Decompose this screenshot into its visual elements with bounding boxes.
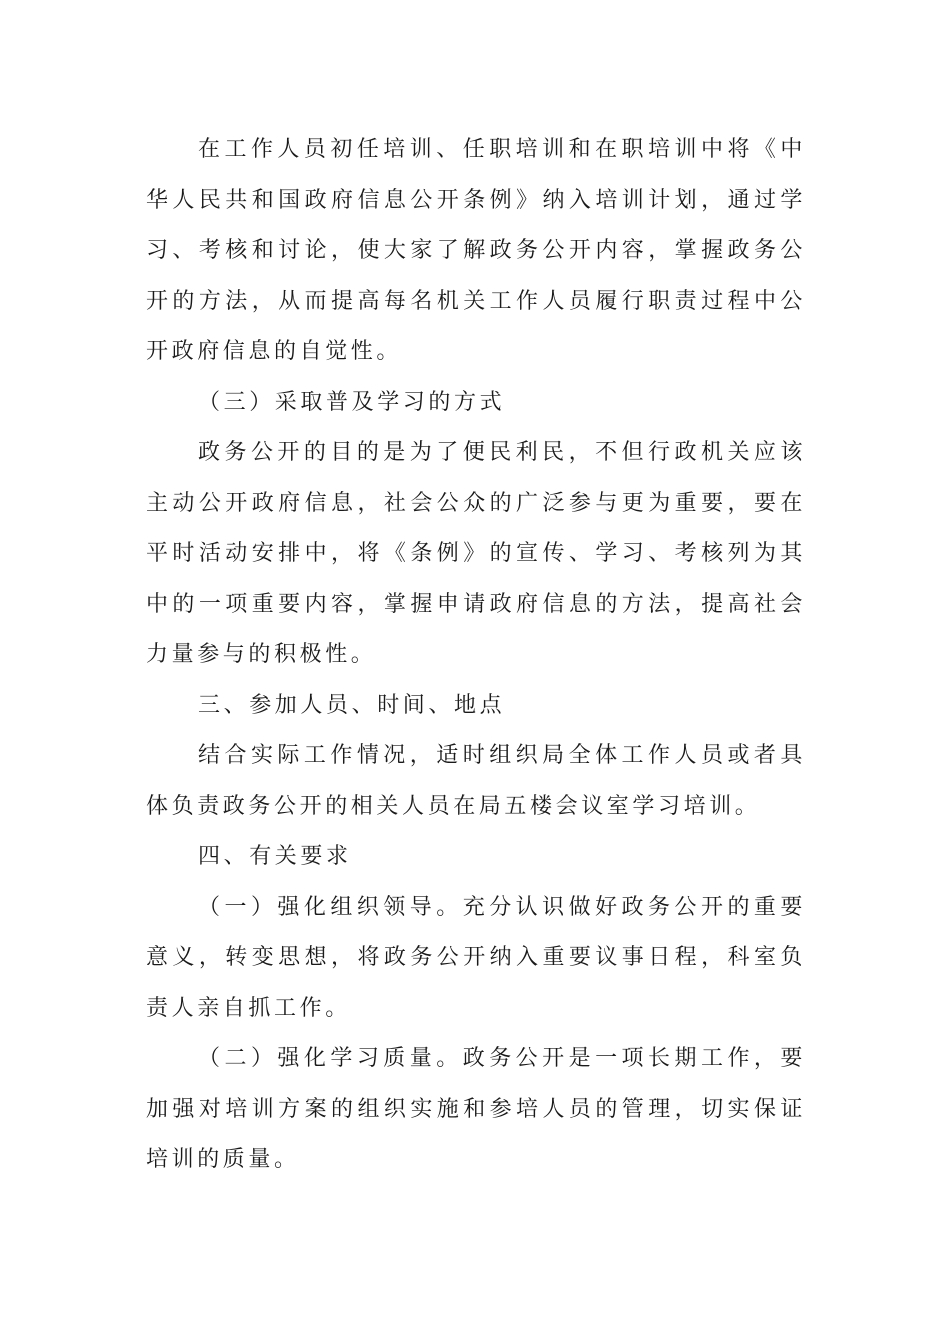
paragraph-quality: （二）强化学习质量。政务公开是一项长期工作，要加强对培训方案的组织实施和参培人员的管理，切实保证培训的质量。 xyxy=(146,1046,806,1172)
heading-participants-time-place: 三、参加人员、时间、地点 xyxy=(198,692,506,718)
document-body xyxy=(146,125,806,1186)
paragraph-public-participation: 政务公开的目的是为了便民利民，不但行政机关应该主动公开政府信息，社会公众的广泛参与更为重要，要在平时活动安排中，将《条例》的宣传、学习、考核列为其中的一项重要内容，掌握申请政府信息的方法，提高社会力量参与的积极性。 xyxy=(146,440,806,667)
heading-requirements: 四、有关要求 xyxy=(198,844,352,869)
heading-popular-learning: （三）采取普及学习的方式 xyxy=(198,389,506,415)
paragraph-participants: 结合实际工作情况，适时组织局全体工作人员或者具体负责政务公开的相关人员在局五楼会议室学习培训。 xyxy=(146,743,806,819)
paragraph-training-plan: 在工作人员初任培训、任职培训和在职培训中将《中华人民共和国政府信息公开条例》纳入培训计划，通过学习、考核和讨论，使大家了解政务公开内容，掌握政务公开的方法，从而提高每名机关工作人员履行职责过程中公开政府信息的自觉性。 xyxy=(146,137,806,364)
paragraph-leadership: （一）强化组织领导。充分认识做好政务公开的重要意义，转变思想，将政务公开纳入重要议事日程，科室负责人亲自抓工作。 xyxy=(146,894,806,1021)
